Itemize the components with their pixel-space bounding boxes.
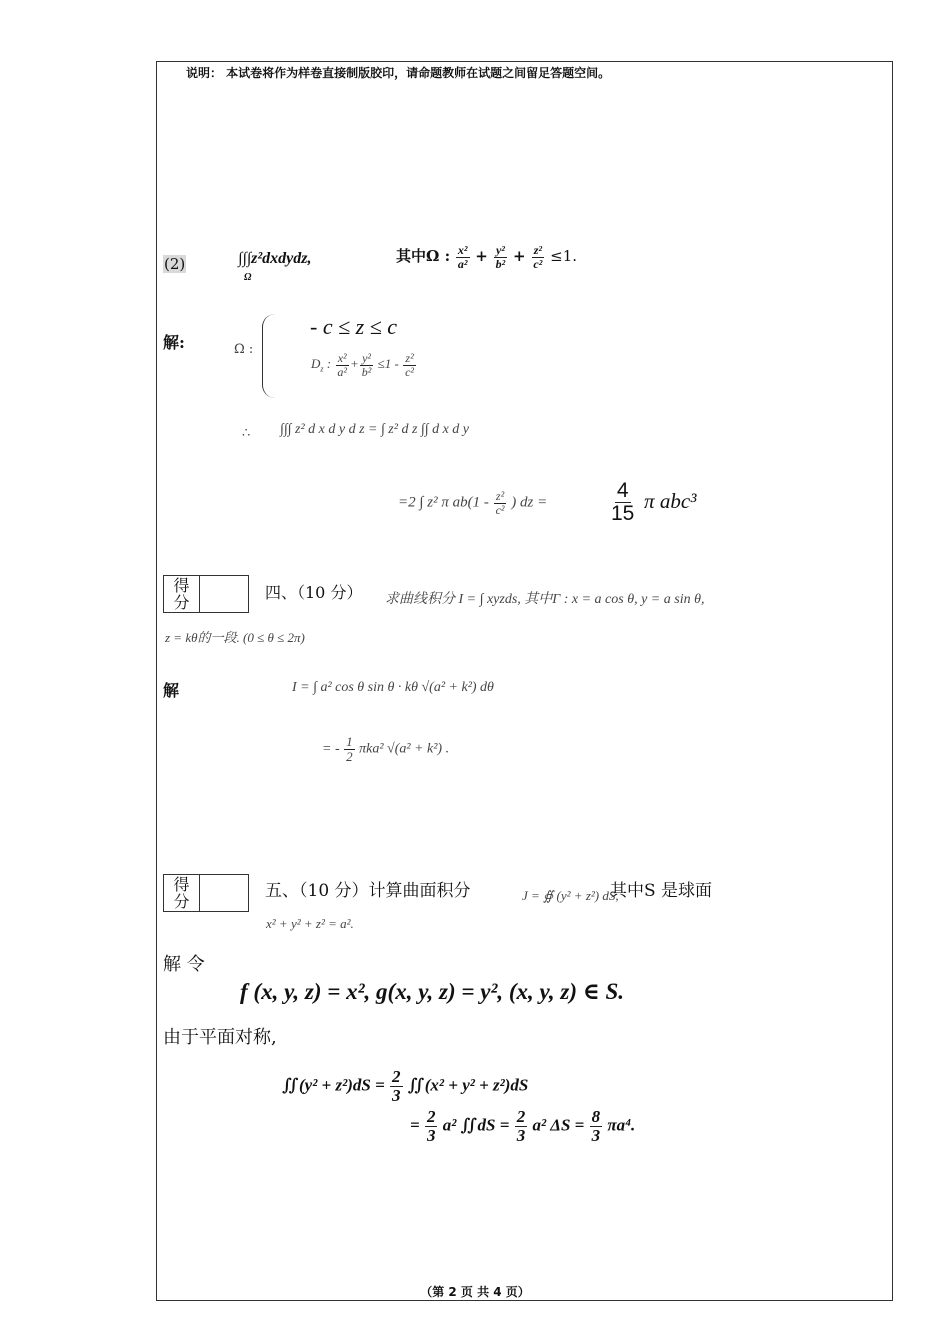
q5-equation-2: = $\frac{2}{3}$ a² ∬dS = $\frac{2}{3}$ a² ΔS = $\frac{8}{3}$ πa⁴. <box>410 1107 636 1145</box>
frac-z-c: $\frac{\text{z²}}{\text{c²}}$ <box>533 243 543 271</box>
omega-label: Ω : <box>234 342 254 357</box>
condition-prefix: 其中Ω : <box>396 247 451 266</box>
question-2-condition: 其中Ω : $\frac{\text{x²}}{\text{a²}}$ + $\frac{\text{y²}}{\text{b²}}$ + $\frac{\text{z²}}{\text{c²}}$ ≤1. <box>396 243 578 271</box>
score-label: 得 分 <box>164 875 200 911</box>
q4-text: 求曲线积分 I = ∫ xyzds, 其中Γ : x = a cos θ, y = a sin θ, <box>385 592 705 607</box>
system-brace <box>262 314 275 398</box>
q5-equation-1: ∬(y² + z²)dS = $\frac{2}{3}$ ∬(x² + y² + z²)dS <box>282 1067 529 1105</box>
question-2-integral <box>238 250 312 268</box>
q4-title: 四、（10 分） <box>265 583 363 602</box>
score-box-q4 <box>163 575 249 613</box>
solution-2-label: 解: <box>163 333 185 352</box>
triple-integral: ∫∫∫z²dxdydz, <box>238 250 312 267</box>
score-box-q5 <box>163 874 249 912</box>
q5-text-after: 其中S 是球面 <box>610 881 713 901</box>
q5-symmetry-note: 由于平面对称, <box>163 1027 277 1048</box>
q4-solution-line2: = - $\frac{1}{2}$ πka² √(a² + k²) . <box>322 734 450 764</box>
step2-equation: =2 ∫ z² π ab(1 - $\frac{\text{z²}}{\text{c²}}$ ) dz = <box>398 489 548 517</box>
question-number-badge: (2) <box>164 255 186 273</box>
therefore-symbol: ∴ <box>242 426 251 441</box>
z-range: - c ≤ z ≤ c <box>310 314 398 339</box>
integral-domain-sub: Ω <box>244 272 252 283</box>
q5-line2: x² + y² + z² = a². <box>266 916 354 931</box>
q5-integral: J = ∯ (y² + z²) dS, <box>522 888 619 903</box>
page-footer: （第 2 页 共 4 页） <box>420 1285 530 1299</box>
condition-suffix: ≤1. <box>550 247 578 266</box>
q4-solution-label: 解 <box>163 681 180 700</box>
step2-result: $\frac{4}{15}$ π abc³ <box>611 479 697 526</box>
frac-x-a: $\frac{\text{x²}}{\text{a²}}$ <box>457 243 468 271</box>
score-label: 得 分 <box>164 576 200 612</box>
q4-line2: z = kθ的一段. (0 ≤ θ ≤ 2π) <box>165 630 305 645</box>
question-2-number <box>163 255 186 273</box>
header-note: 说明： 本试卷将作为样卷直接制版胶印，请命题教师在试题之间留足答题空间。 <box>186 66 611 80</box>
frac-y-b: $\frac{\text{y²}}{\text{b²}}$ <box>495 243 506 271</box>
q5-function-def: f (x, y, z) = x², g(x, y, z) = y², (x, y, z) ∈ S. <box>240 979 625 1004</box>
q5-title: 五、（10 分）计算曲面积分 <box>265 881 471 901</box>
q4-solution-line1: I = ∫ a² cos θ sin θ · kθ √(a² + k²) dθ <box>292 680 494 695</box>
step1-equation: ∫∫∫ z² d x d y d z = ∫ z² d z ∫∫ d x d y <box>280 422 469 437</box>
dz-region: $D_z$ : $\frac{\text{x²}}{\text{a²}}$ + $\frac{\text{y²}}{\text{b²}}$ ≤1 - $\frac{\text{z²}}{\text{c²}}$ <box>311 351 415 379</box>
q5-solution-label: 解 令 <box>163 954 205 975</box>
